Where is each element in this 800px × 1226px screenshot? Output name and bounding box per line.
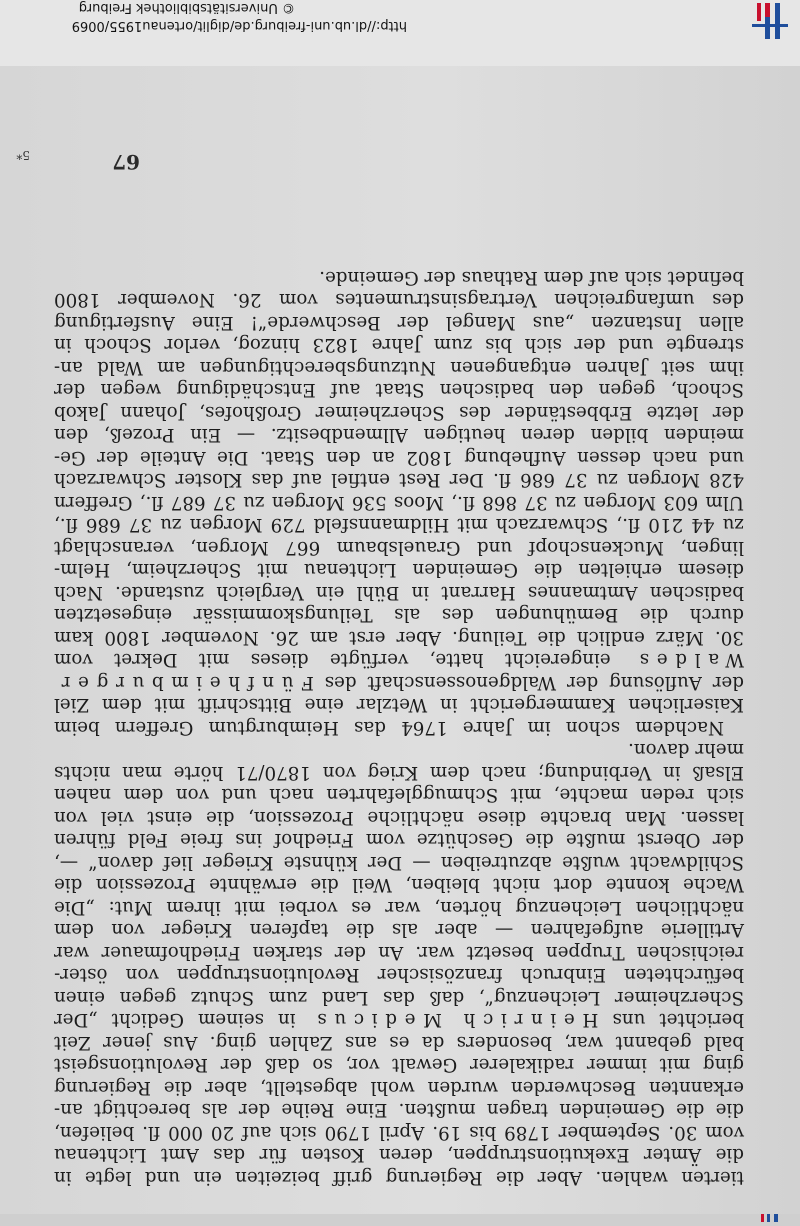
text-line: erkannten Beschwerden wurden wohl abgestellt, aber die Regierung bbox=[54, 1077, 744, 1098]
text-line: Scherzheimer Leichenzug“, daß das Land zum Schutz gegen einen bbox=[54, 987, 744, 1008]
text-line: berichtet uns Heinrich Medicus in seinem Gedicht „Der bbox=[53, 1009, 744, 1031]
page-number: 67 bbox=[112, 150, 140, 174]
source-url-link[interactable]: http://dl.ub.uni-freiburg.de/diglit/ortenau1955/0069 bbox=[71, 18, 407, 33]
text-line: Artillerie aufgefahren — aber als die tapferen Krieger von dem bbox=[54, 919, 744, 941]
text-line: lassen. Man brachte diese nächtliche Prozession, die einst viel von bbox=[54, 807, 744, 828]
text-line: der letzte Erbbeständer des Scherzheimer Großhofes, Johann Jakob bbox=[54, 402, 744, 423]
text-line: Kaiserlichen Kammergericht in Wetzlar eine Bittschrift mit dem Ziel bbox=[54, 694, 744, 716]
text-line: nächtlichen Leichenzug hörten, war es vorbei mit ihrem Mut: „Die bbox=[54, 897, 744, 918]
text-line: der Auflösung der Waldgenossenschaft des Fünfheimburger bbox=[54, 672, 744, 693]
text-line: die Ämter Exekutionstruppen, deren Kosten für das Amt Lichtenau bbox=[54, 1144, 744, 1166]
library-logo-fragment bbox=[754, 1214, 784, 1222]
page-body-text bbox=[54, 266, 744, 1189]
text-line: allen Instanzen „aus Mangel der Beschwerde“! Eine Ausfertigung bbox=[54, 312, 744, 333]
text-line: bald gebannt war, besonders da es ans Zahlen ging. Aus jener Zeit bbox=[54, 1032, 744, 1053]
text-line: Schildwacht wußte abzutreiben — Der kühnste Krieger lief davon“ —, bbox=[54, 852, 744, 873]
text-line: Nachdem schon im Jahre 1764 das Heimburgtum Greffern beim bbox=[54, 717, 724, 738]
text-line: Ulm 603 Morgen zu 37 868 fl., Moos 536 Morgen zu 37 687 fl., Greffern bbox=[54, 492, 744, 513]
text-line: Waldes eingereicht hatte, verfügte dieses mit Dekret vom bbox=[54, 649, 744, 671]
text-line: sich reden machte, mit Schmugglefahrten nach und von dem nahen bbox=[54, 784, 744, 806]
text-line: vom 30. September 1789 bis 19. April 1790 sich auf 20 000 fl. beliefen, bbox=[54, 1122, 744, 1143]
text-line: Wache konnte dort nicht bleiben, Weil die erwähnte Prozession die bbox=[54, 874, 744, 896]
text-line: Elsaß in Verbindung; nach dem Krieg von 1870/71 hörte man nichts bbox=[54, 762, 744, 783]
text-line: zu 44 210 fl., Schwarzach mit Hildmannsfeld 729 Morgen zu 37 686 fl., bbox=[54, 514, 744, 536]
text-line: lingen, Muckenschopf und Grauelsbaum 667 Morgen, veranschlagt bbox=[54, 537, 744, 558]
text-line: und nach dessen Aufhebung 1802 an den Staat. Die Anteile der Ge- bbox=[54, 447, 744, 468]
text-line: des umfangreichen Vertragsinstrumentes vom 26. November 1800 bbox=[54, 289, 744, 311]
text-line: die die Gemeinden tragen mußten. Eine Reihe der als berechtigt an- bbox=[54, 1099, 744, 1121]
text-line: badischen Amtmannes Harrant in Bühl ein Vergleich zustande. Nach bbox=[54, 582, 744, 603]
text-line: reichischen Truppen besetzt war. An der starken Friedhofmauer war bbox=[54, 942, 744, 963]
signature-mark: 5* bbox=[16, 148, 30, 162]
text-line: mehr davon. bbox=[628, 739, 744, 761]
text-line: 30. März endlich die Teilung. Aber erst am 26. November 1800 kam bbox=[54, 627, 744, 648]
text-line: strengte und der sich bis zum Jahre 1823 hinzog, verlor Schoch in bbox=[54, 334, 744, 356]
text-line: Schoch, gegen den badischen Staat auf Entschädigung wegen der bbox=[54, 379, 744, 401]
library-credit: © Universitätsbibliothek Freiburg bbox=[78, 0, 295, 15]
book-page bbox=[0, 66, 800, 1214]
university-library-logo-icon[interactable] bbox=[748, 1, 792, 41]
text-line: befindet sich auf dem Rathaus der Gemeinde. bbox=[319, 267, 744, 288]
text-line: ihm seit Jahren entgangenen Nutzungsberechtigungen am Wald an- bbox=[54, 357, 744, 378]
text-line: diesem erhielten die Gemeinden Lichtenau mit Scherzheim, Helm- bbox=[54, 559, 744, 581]
scan-margin-top bbox=[0, 1214, 800, 1226]
text-line: tierten wahlen. Aber die Regierung griff beizeiten ein und legte in bbox=[54, 1167, 744, 1188]
text-line: meinden bilden deren heutigen Allmendbesitz. — Ein Prozeß, den bbox=[54, 424, 744, 446]
text-line: ging mit immer radikalerer Gewalt vor, so daß der Revolutionsgeist bbox=[54, 1054, 744, 1076]
text-line: befürchteten Einbruch französischer Revolutionstruppen von öster- bbox=[54, 964, 744, 986]
text-line: 428 Morgen zu 37 686 fl. Der Rest entfiel auf das Kloster Schwarzach bbox=[54, 469, 744, 491]
text-line: der Oberst mußte die Geschütze vom Friedhof ins freie Feld führen bbox=[54, 829, 744, 851]
text-line: durch die Bemühungen des als Teilungskommissär eingesetzten bbox=[54, 604, 744, 626]
